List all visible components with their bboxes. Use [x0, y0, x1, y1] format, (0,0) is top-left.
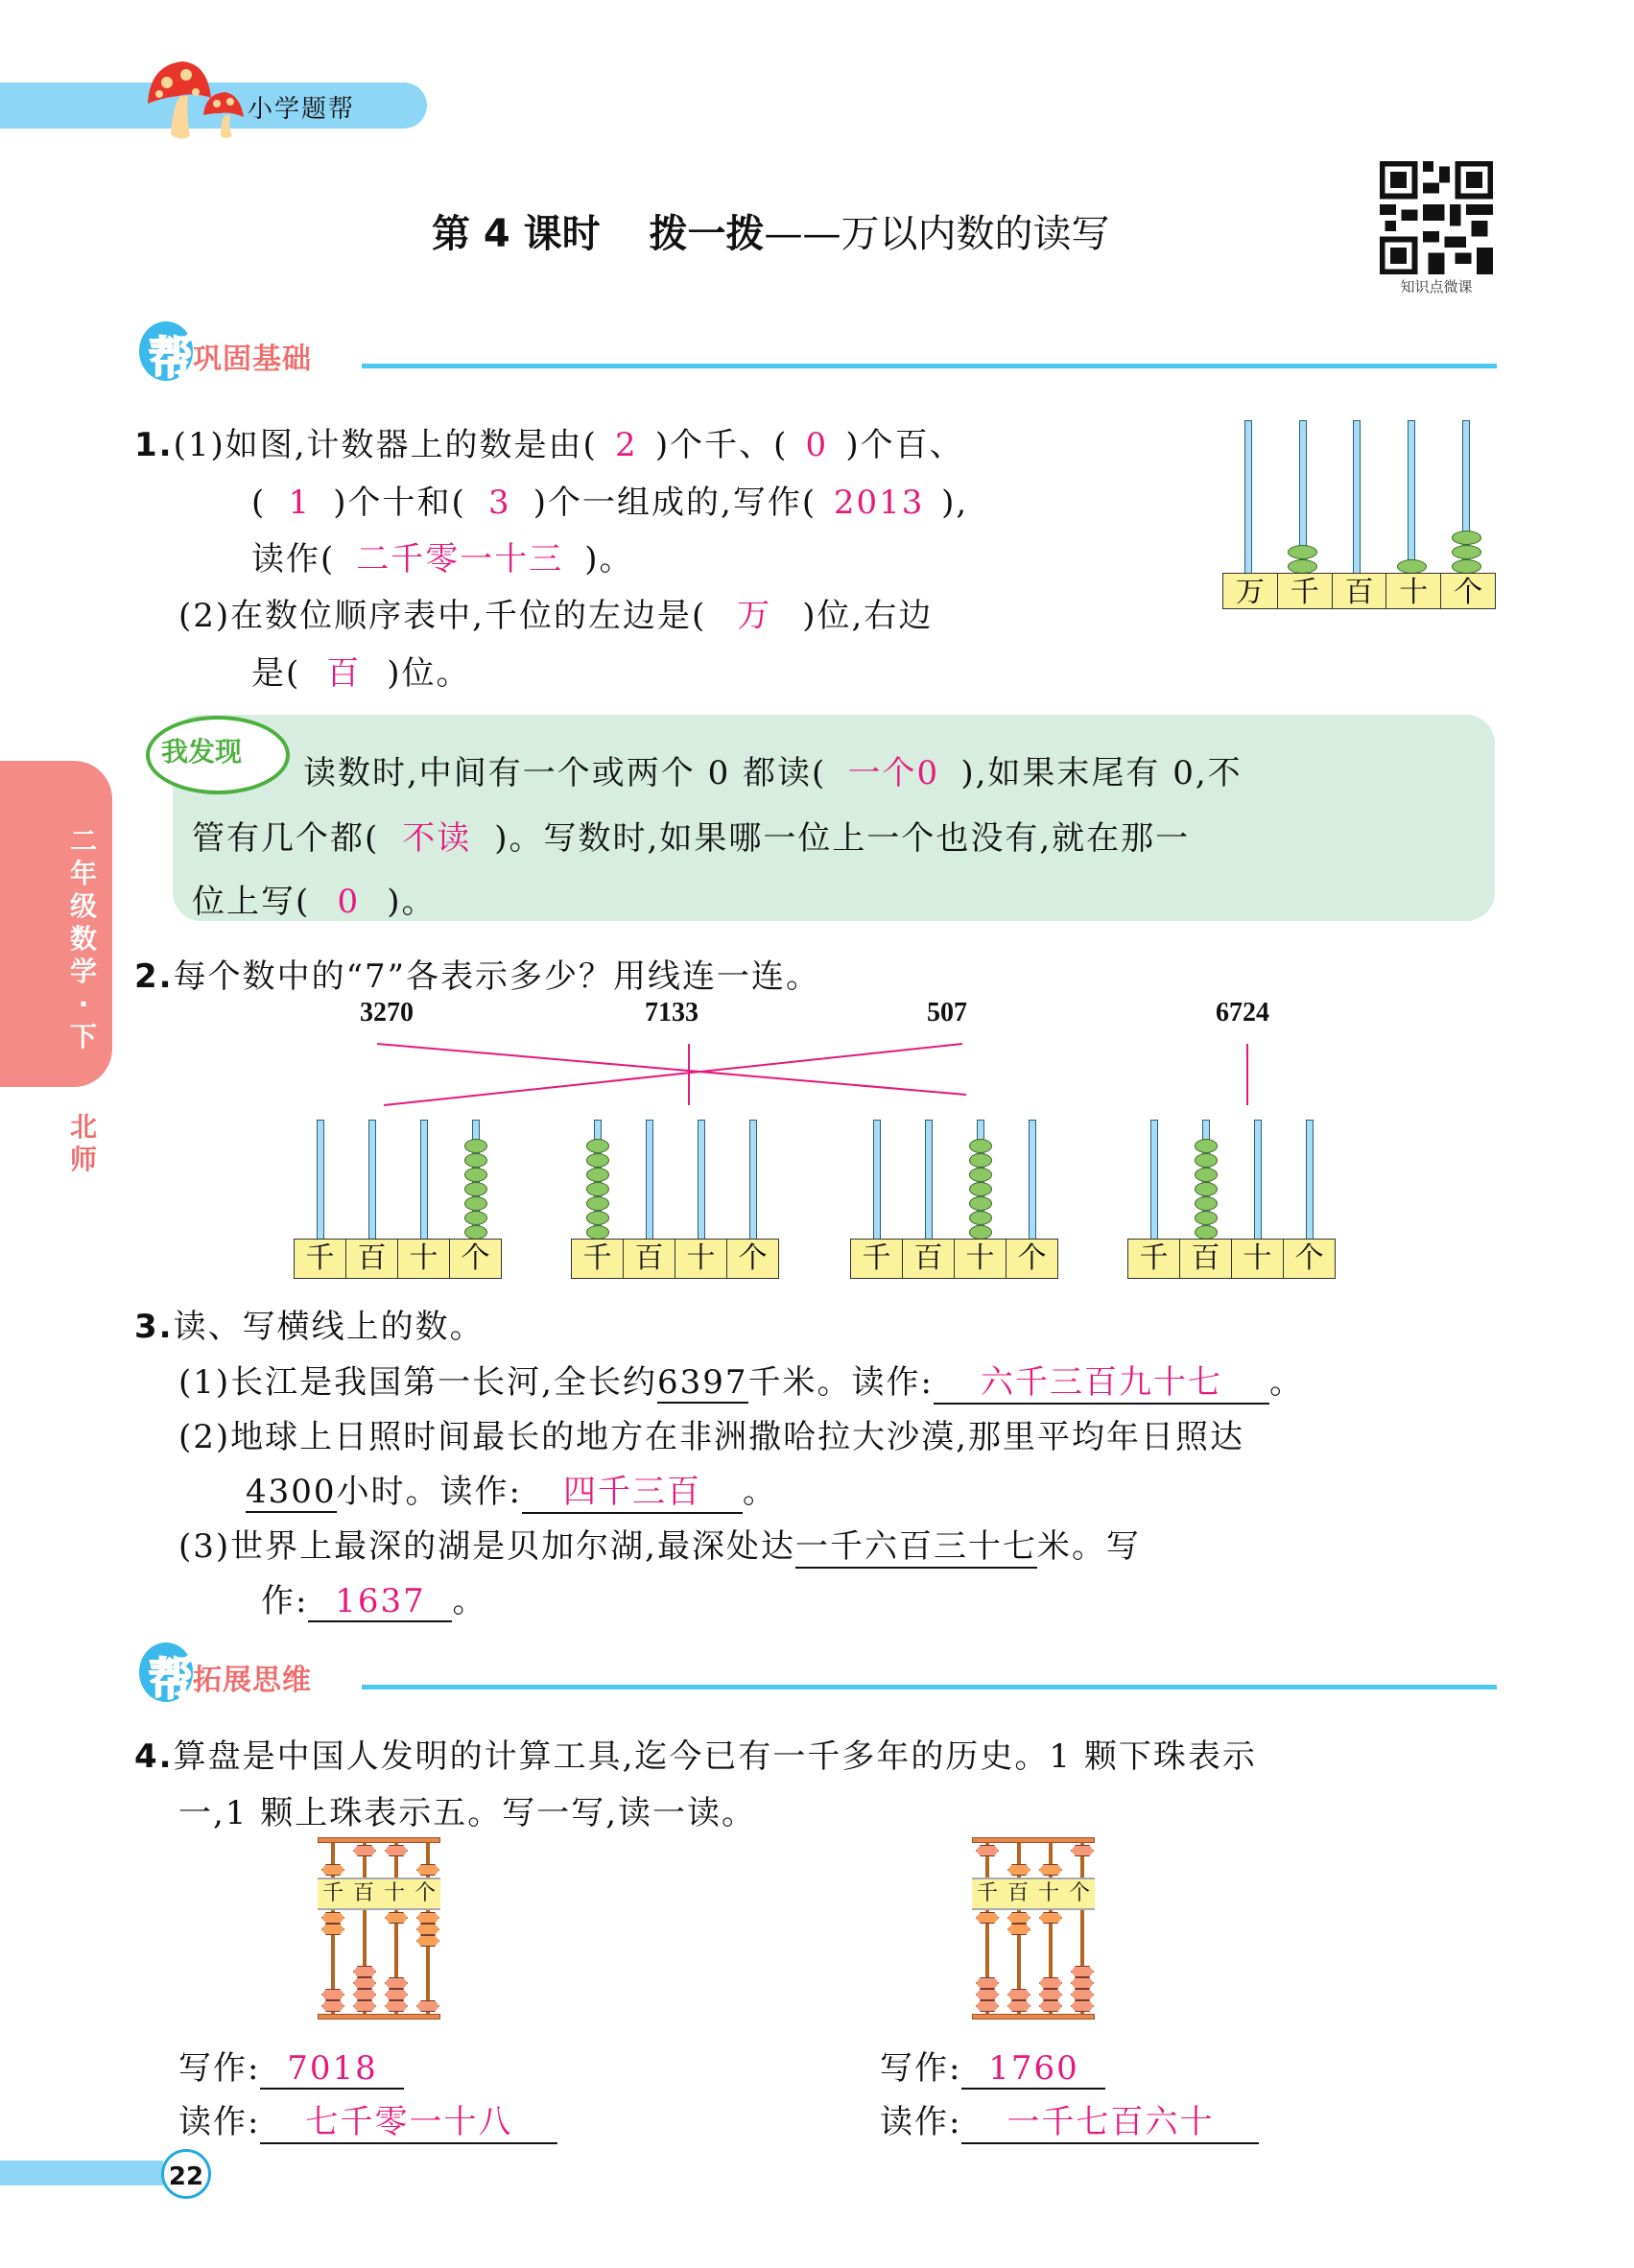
q1-answer-thousands: 2 [615, 426, 638, 464]
q4-abacus1-write-answer: 7018 [260, 2049, 404, 2090]
q1-p2-line1: (2)在数位顺序表中,千位的左边是( 万 )位,右边 [178, 589, 933, 636]
q4-abacus1-read: 读作: 七千零一十八 [178, 2095, 557, 2144]
q1-p2-line2: 是( 百 )位。 [251, 647, 471, 694]
section-badge: 帮 [149, 332, 193, 384]
section-divider [362, 364, 1497, 368]
counter-rod [1408, 420, 1415, 574]
publisher-label: 北 师 [69, 1111, 97, 1175]
counter-rod [1353, 420, 1361, 574]
section-badge: 帮 [149, 1653, 193, 1705]
section-divider [362, 1685, 1497, 1689]
q3-prompt: 3.读、写横线上的数。 [134, 1308, 485, 1346]
page-number: 22 [161, 2149, 211, 2199]
q2-counter-2 [571, 1120, 779, 1279]
q1-line2: ( 1 )个十和( 3 )个一组成的,写作( 2013 ), [251, 484, 969, 522]
discovery-line3: 位上写( 0 )。 [192, 883, 437, 921]
discovery-answer-1: 一个0 [847, 754, 940, 792]
q3-p2-number: 4300 [246, 1473, 337, 1511]
bead [1452, 545, 1481, 559]
page-title [432, 203, 1110, 258]
q1-line1: 1.(1)如图,计数器上的数是由( 2 )个千、( 0 )个百、 [134, 426, 964, 464]
q3-p3-words: 一千六百三十七 [795, 1520, 1037, 1569]
q1-line3: 读作( 二千零一十三 )。 [251, 532, 634, 579]
q3-p3-line2: 作: 1637 。 [261, 1582, 487, 1620]
q1-answer-hundreds: 0 [805, 426, 829, 464]
section-label: 巩固基础 [193, 343, 312, 376]
q4-line2: 一,1 颗上珠表示五。写一写,读一读。 [178, 1794, 757, 1832]
bead [1452, 531, 1481, 545]
q3-p1: (1)长江是我国第一长河,全长约6397千米。读作: 六千三百九十七 。 [178, 1356, 1304, 1405]
bead [1288, 545, 1317, 559]
q1-answer-ones: 3 [487, 484, 511, 522]
section-header-basic [139, 321, 1497, 384]
q3-p1-number: 6397 [656, 1363, 748, 1402]
q3-p2-line1: (2)地球上日照时间最长的地方在非洲撒哈拉大沙漠,那里平均年日照达 [178, 1418, 1244, 1456]
q2-counter-1 [294, 1120, 502, 1279]
q2-counter-4 [1127, 1120, 1336, 1279]
counter-place-labels: 千 百 十 个 [571, 1239, 779, 1279]
section-label: 拓展思维 [193, 1664, 312, 1697]
counter-rod [1244, 420, 1252, 574]
lesson-title-rest: ——万以内数的读写 [764, 212, 1110, 256]
abacus-place-labels: 千 百 十 个 [972, 1878, 1095, 1910]
q4-line1: 4.算盘是中国人发明的计算工具,迄今已有一千多年的历史。1 颗下珠表示 [134, 1737, 1257, 1776]
q2-number-3270: 3270 [360, 998, 414, 1028]
abacus-1 [318, 1837, 440, 2020]
counter-place-labels: 千 百 十 个 [1127, 1239, 1336, 1279]
bead [1397, 559, 1427, 574]
q2-number-507: 507 [927, 998, 967, 1028]
counter-place-labels: 万 千 百 十 个 [1222, 573, 1496, 609]
q3-p1-answer: 六千三百九十七 [934, 1356, 1269, 1405]
q3-p3-answer: 1637 [308, 1582, 452, 1622]
qr-caption: 知识点微课 [1400, 278, 1473, 295]
q1-answer-written: 2013 [833, 484, 925, 522]
footer-bar [0, 2161, 163, 2185]
q1-answer-left-place: 万 [737, 597, 772, 635]
grade-label: 二 年 级 数 学 · 下 [69, 825, 97, 1052]
q3-p2-line2: 4300小时。读作: 四千三百 。 [246, 1465, 777, 1514]
discovery-answer-3: 0 [337, 883, 361, 921]
lesson-prefix: 第 4 课时 [432, 212, 601, 256]
q2-number-7133: 7133 [645, 998, 699, 1028]
bead [1452, 559, 1481, 574]
q1-counter [1222, 420, 1496, 609]
lesson-title-bold: 拨一拨 [649, 212, 765, 256]
q4-abacus1-write: 写作: 7018 [178, 2042, 404, 2090]
q3-p3-line1: (3)世界上最深的湖是贝加尔湖,最深处达一千六百三十七米。写 [178, 1520, 1141, 1569]
counter-place-labels: 千 百 十 个 [850, 1239, 1058, 1279]
q2-prompt: 2.每个数中的“7”各表示多少？用线连一连。 [134, 957, 820, 996]
q4-abacus2-write: 写作: 1760 [880, 2042, 1105, 2090]
q1-answer-tens: 1 [288, 484, 312, 522]
discovery-line1: 读数时,中间有一个或两个 0 都读( 一个0 ),如果末尾有 0,不 [303, 746, 1243, 793]
q4-abacus1-read-answer: 七千零一十八 [260, 2095, 557, 2144]
q3-p2-answer: 四千三百 [522, 1465, 743, 1514]
q1-answer-right-place: 百 [326, 654, 362, 693]
q1-answer-read: 二千零一十三 [356, 540, 564, 579]
counter-place-labels: 千 百 十 个 [294, 1239, 502, 1279]
q4-abacus2-read-answer: 一千七百六十 [961, 2095, 1259, 2144]
section-header-extend [139, 1642, 1497, 1705]
q4-abacus2-write-answer: 1760 [961, 2049, 1105, 2090]
discovery-badge: 我发现 [161, 736, 243, 768]
discovery-answer-2: 不读 [402, 819, 472, 858]
q2-number-6724: 6724 [1216, 998, 1269, 1028]
abacus-2 [972, 1837, 1095, 2020]
qr-code-icon[interactable] [1376, 161, 1497, 274]
abacus-place-labels: 千 百 十 个 [318, 1878, 440, 1910]
brand-name: 小学题帮 [248, 95, 356, 124]
q2-counter-3 [850, 1120, 1058, 1279]
discovery-line2: 管有几个都( 不读 )。写数时,如果哪一位上一个也没有,就在那一 [192, 812, 1190, 859]
q4-abacus2-read: 读作: 一千七百六十 [880, 2095, 1259, 2144]
bead [1288, 559, 1317, 574]
